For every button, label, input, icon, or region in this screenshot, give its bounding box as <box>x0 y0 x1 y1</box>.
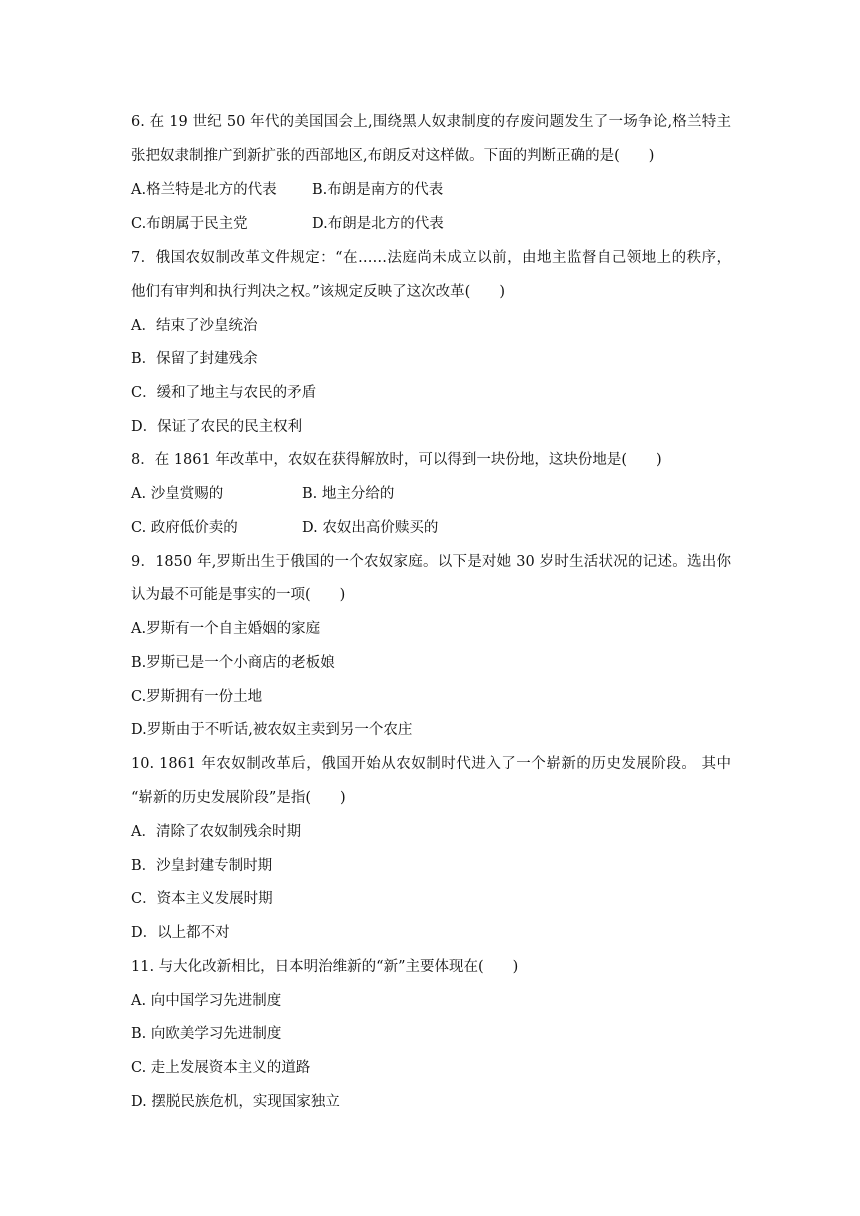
q7-option-d: D．保证了农民的民主权利 <box>131 419 303 435</box>
q7-option-b: B．保留了封建残余 <box>131 351 258 367</box>
q10-option-a: A．清除了农奴制残余时期 <box>131 824 301 840</box>
q9-stem-line-2: 认为最不可能是事实的一项( ) <box>131 587 346 603</box>
q9-option-a: A.罗斯有一个自主婚姻的家庭 <box>131 621 321 637</box>
q7-stem-line-2: 他们有审判和执行判决之权。”该规定反映了这次改革( ) <box>131 284 505 300</box>
q10-stem-line-1: 10. 1861 年农奴制改革后，俄国开始从农奴制时代进入了一个崭新的历史发展阶段。 其中 <box>131 756 731 772</box>
q10-option-d: D．以上都不对 <box>131 925 230 941</box>
q6-stem-line-1: 6. 在 19 世纪 50 年代的美国国会上,围绕黑人奴隶制度的存废问题发生了一场争论,格兰特主 <box>131 114 731 130</box>
q9-option-d: D.罗斯由于不听话,被农奴主卖到另一个农庄 <box>131 722 413 738</box>
q11-option-b: B. 向欧美学习先进制度 <box>131 1026 282 1042</box>
q6-option-b: B.布朗是南方的代表 <box>312 182 444 198</box>
q11-stem-line-1: 11. 与大化改新相比，日本明治维新的“新”主要体现在( ) <box>131 959 519 975</box>
q9-option-b: B.罗斯已是一个小商店的老板娘 <box>131 655 335 671</box>
q7-option-a: A．结束了沙皇统治 <box>131 318 258 334</box>
q6-option-a: A.格兰特是北方的代表 <box>131 182 277 198</box>
q6-option-d: D.布朗是北方的代表 <box>312 216 444 232</box>
q8-stem-line-1: 8．在 1861 年改革中，农奴在获得解放时，可以得到一块份地，这块份地是( ) <box>131 452 662 468</box>
q6-stem-line-2: 张把奴隶制推广到新扩张的西部地区,布朗反对这样做。下面的判断正确的是( ) <box>131 148 655 164</box>
q11-option-a: A. 向中国学习先进制度 <box>131 993 282 1009</box>
q6-option-c: C.布朗属于民主党 <box>131 216 248 232</box>
q7-option-c: C．缓和了地主与农民的矛盾 <box>131 385 317 401</box>
q10-option-b: B．沙皇封建专制时期 <box>131 858 273 874</box>
q10-option-c: C．资本主义发展时期 <box>131 891 273 907</box>
q11-option-c: C. 走上发展资本主义的道路 <box>131 1060 311 1076</box>
q8-option-d: D. 农奴出高价赎买的 <box>302 520 439 536</box>
q9-stem-line-1: 9．1850 年,罗斯出生于俄国的一个农奴家庭。以下是对她 30 岁时生活状况的记述。选出你 <box>131 554 731 570</box>
q7-stem-line-1: 7．俄国农奴制改革文件规定：“在……法庭尚未成立以前，由地主监督自己领地上的秩序， <box>131 250 731 266</box>
q10-stem-line-2: “崭新的历史发展阶段”是指( ) <box>131 790 346 806</box>
q11-option-d: D. 摆脱民族危机，实现国家独立 <box>131 1094 340 1110</box>
q8-option-c: C. 政府低价卖的 <box>131 520 238 536</box>
q9-option-c: C.罗斯拥有一份土地 <box>131 689 263 705</box>
q8-option-a: A. 沙皇赏赐的 <box>131 486 224 502</box>
q8-option-b: B. 地主分给的 <box>302 486 395 502</box>
